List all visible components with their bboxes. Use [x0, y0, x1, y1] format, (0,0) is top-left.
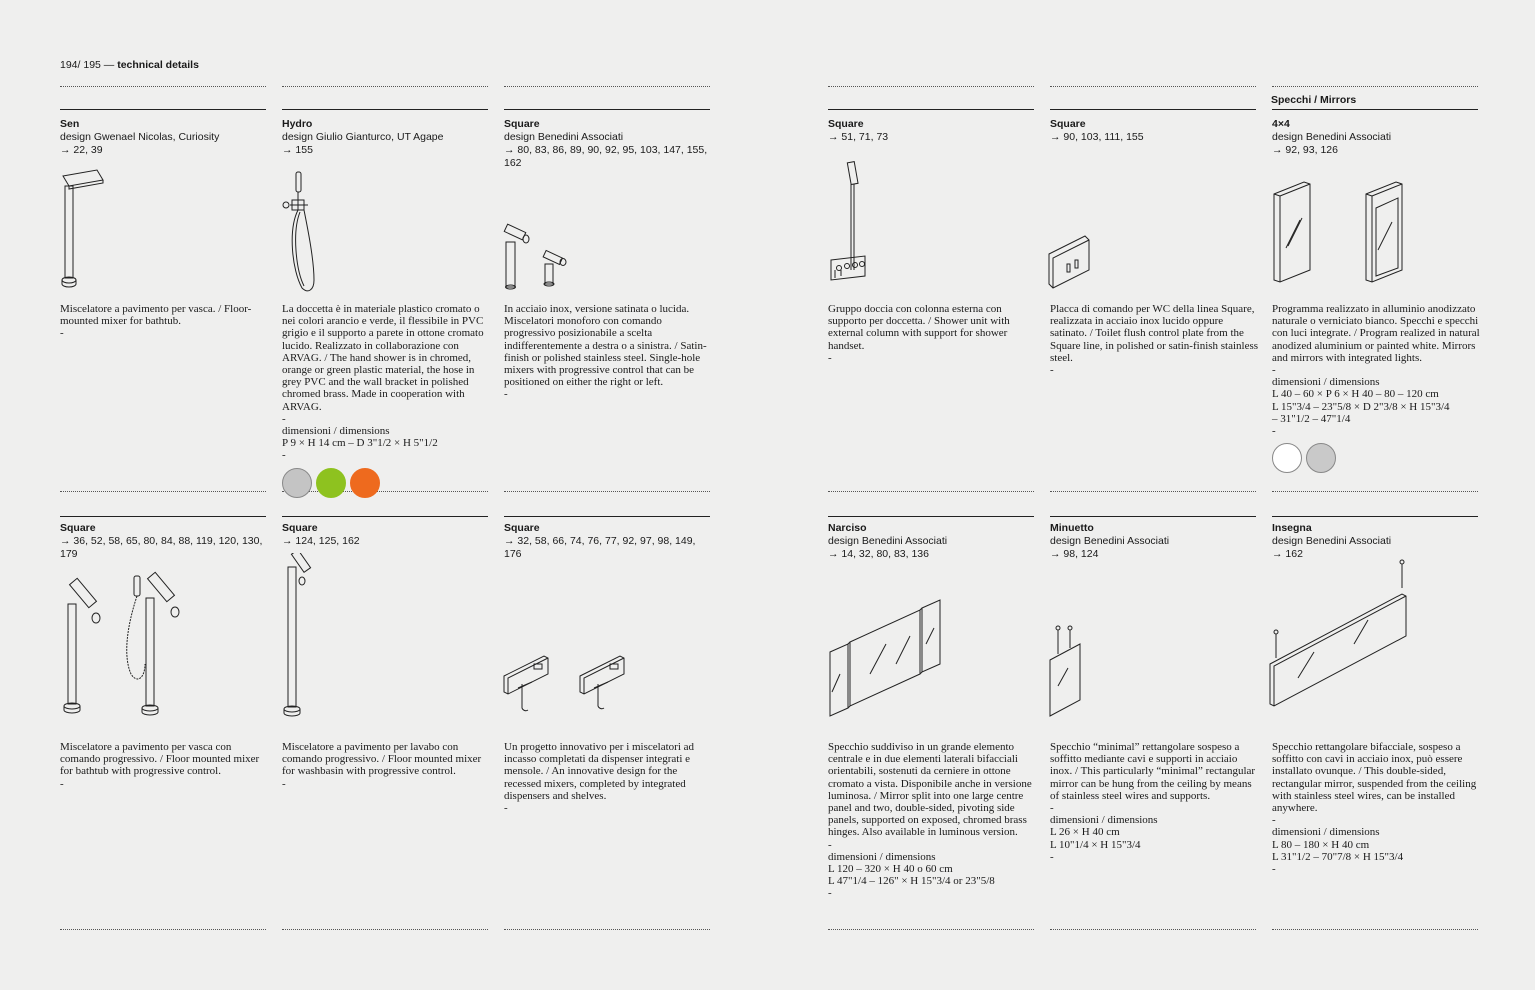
page-references: → 32, 58, 66, 74, 76, 77, 92, 97, 98, 149, 176: [504, 535, 696, 560]
separator-dash: -: [504, 388, 508, 401]
insegna-mirror-illustration: [1268, 558, 1418, 708]
product-title: Square: [504, 522, 540, 534]
dotted-divider: [60, 86, 266, 87]
column-rule: [828, 516, 1034, 517]
product-title: Narciso: [828, 522, 867, 534]
dimensions-label: dimensioni / dimensions: [1272, 826, 1380, 839]
product-title: Square: [1050, 118, 1086, 130]
dimensions-value: L 40 – 60 × P 6 × H 40 – 80 – 120 cm: [1272, 388, 1439, 401]
color-swatch: [1272, 443, 1302, 473]
separator-dash: -: [828, 351, 832, 364]
description-text: Specchio rettangolare bifacciale, sospeso a soffitto con cavi in acciaio inox, può essere installato ovunque. / This double-sided, rectangular mirror, suspended from the ceiling with stainless steel wires, can be installed anywhere.: [1272, 741, 1477, 815]
dotted-divider: [282, 86, 488, 87]
separator-dash: -: [282, 777, 286, 790]
description-text: Programma realizzato in alluminio anodizzato naturale o verniciato bianco. Specchi e specchi con luci integrate. / Program realized in natural anodized aluminium or painted white. Mirrors and mirrors with integrated lights.: [1272, 303, 1480, 364]
column-rule: [60, 109, 266, 110]
square-washbasin-floor-mixer-illustration: [282, 553, 322, 723]
description-text: Specchio “minimal” rettangolare sospeso a soffitto mediante cavi e supporti in acciaio inox. / This particularly “minimal” rectangular mirror can be hung from the ceiling by means of stainless steel wires and supports.: [1050, 741, 1256, 802]
dimensions-value: L 31"1/2 – 70"7/8 × H 15"3/4: [1272, 850, 1404, 863]
product-header: [828, 118, 1034, 144]
product-header: [60, 118, 266, 157]
dotted-divider: [504, 929, 710, 930]
dimensions-label: dimensioni / dimensions: [1050, 814, 1158, 827]
product-header: [1272, 118, 1478, 157]
dotted-divider: [504, 491, 710, 492]
description-text: La doccetta è in materiale plastico cromato o nei colori arancio e verde, il flessibile in PVC grigio e il supporto a parete in ottone cromato lucido. Realizzato in collaborazione con ARVAG. / The hand shower is in chromed, orange or green plastic material, the hose in grey PVC and the wall bracket in polished chromed brass. Made in cooperation with ARVAG.: [282, 303, 484, 413]
dotted-divider: [1272, 86, 1478, 87]
page-references: → 36, 52, 58, 65, 80, 84, 88, 119, 120, 130, 179: [60, 535, 263, 560]
separator-dash: -: [1050, 364, 1054, 377]
description-text: Un progetto innovativo per i miscelatori ad incasso completati da dispenser integrati e mensole. / An innovative design for the recessed mixers, completed by integrated dispensers and shelves.: [504, 741, 695, 802]
page-references: → 98, 124: [1050, 548, 1099, 560]
square-recessed-mixers-illustration: [500, 652, 640, 722]
color-swatches: [282, 468, 492, 501]
dimensions-value: L 80 – 180 × H 40 cm: [1272, 838, 1370, 851]
product-description: [1050, 741, 1260, 863]
product-description: [828, 303, 1038, 364]
dotted-divider: [828, 86, 1034, 87]
square-shower-column-illustration: [825, 160, 875, 295]
column-rule: [60, 516, 266, 517]
product-title: Sen: [60, 118, 80, 130]
column-rule: [282, 516, 488, 517]
product-header: [1050, 522, 1256, 561]
dotted-divider: [1050, 491, 1256, 492]
product-description: [60, 741, 270, 790]
product-designer: design Benedini Associati: [1050, 535, 1170, 547]
column-rule: [1050, 109, 1256, 110]
description-text: In acciaio inox, versione satinata o lucida. Miscelatori monoforo con comando progressivo posizionabile a scelta indifferentemente a destra o a sinistra. / Satin-finish or polished stainless steel. Single-hole mixers with progressive control that can be positioned on either the right or left.: [504, 303, 707, 389]
dimensions-value: – 31"1/2 – 47"1/4: [1272, 412, 1351, 425]
dotted-divider: [60, 929, 266, 930]
dotted-divider: [828, 929, 1034, 930]
product-title: Insegna: [1272, 522, 1312, 534]
column-rule: [1272, 109, 1478, 110]
product-header: [60, 522, 266, 561]
separator-dash: -: [828, 887, 832, 900]
product-title: Square: [60, 522, 96, 534]
product-description: [282, 741, 492, 790]
description-text: Miscelatore a pavimento per vasca. / Floor-mounted mixer for bathtub.: [60, 303, 252, 328]
page-references: → 92, 93, 126: [1272, 144, 1338, 156]
separator-dash: -: [504, 802, 508, 815]
column-rule: [1272, 516, 1478, 517]
column-rule: [282, 109, 488, 110]
square-bathtub-mixer-illustration: [58, 570, 198, 720]
column-rule: [504, 109, 710, 110]
dotted-divider: [504, 86, 710, 87]
square-basin-mixers-illustration: [500, 222, 580, 292]
page-references: → 51, 71, 73: [828, 131, 889, 143]
column-rule: [828, 109, 1034, 110]
dimensions-value: L 26 × H 40 cm: [1050, 826, 1120, 839]
product-description: [504, 303, 714, 401]
page-references: → 22, 39: [60, 144, 103, 156]
dotted-divider: [1272, 491, 1478, 492]
dimensions-value: P 9 × H 14 cm – D 3"1/2 × H 5"1/2: [282, 437, 438, 450]
product-designer: design Benedini Associati: [1272, 131, 1392, 143]
hydro-handshower-illustration: [280, 170, 330, 295]
dimensions-value: L 10"1/4 × H 15"3/4: [1050, 838, 1141, 851]
product-title: Square: [504, 118, 540, 130]
dotted-divider: [1050, 929, 1256, 930]
color-swatches: [1272, 443, 1482, 476]
product-designer: design Giulio Gianturco, UT Agape: [282, 131, 444, 143]
dotted-divider: [828, 491, 1034, 492]
dotted-divider: [1272, 929, 1478, 930]
section-title: technical details: [117, 59, 199, 71]
product-designer: design Benedini Associati: [1272, 535, 1392, 547]
dotted-divider: [1050, 86, 1256, 87]
product-header: [282, 118, 488, 157]
dimensions-label: dimensioni / dimensions: [828, 850, 936, 863]
separator-dash: -: [1272, 425, 1276, 438]
separator-dash: -: [1050, 802, 1054, 815]
page-numbers: 194/ 195 —: [60, 59, 115, 71]
description-text: Miscelatore a pavimento per vasca con comando progressivo. / Floor mounted mixer for bathtub with progressive control.: [60, 741, 260, 778]
color-swatch: [350, 468, 380, 498]
product-title: 4×4: [1272, 118, 1290, 130]
column-rule: [1050, 516, 1256, 517]
product-header: [1050, 118, 1256, 144]
page-header: [60, 59, 199, 71]
page-references: → 155: [282, 144, 313, 156]
separator-dash: -: [60, 777, 64, 790]
product-title: Hydro: [282, 118, 313, 130]
separator-dash: -: [1050, 850, 1054, 863]
separator-dash: -: [1272, 364, 1276, 377]
description-text: Specchio suddiviso in un grande elemento centrale e in due elementi laterali bifacciali orientabili, sostenuti da cerniere in ottone cromato a vista. Disponibile anche in versione luminosa. / Mirror split into one large centre panel and two, double-sided, pivoting side panels, supported on exposed, chromed brass hinges. Also available in luminous version.: [828, 741, 1032, 839]
page-references: → 124, 125, 162: [282, 535, 360, 547]
product-header: [504, 118, 710, 170]
square-flush-plate-illustration: [1045, 232, 1095, 292]
product-title: Minuetto: [1050, 522, 1094, 534]
page-references: → 14, 32, 80, 83, 136: [828, 548, 929, 560]
dimensions-value: L 47"1/4 – 126" × H 15"3/4 or 23"5/8: [828, 875, 995, 888]
color-swatch: [316, 468, 346, 498]
product-header: [282, 522, 488, 548]
product-description: [60, 303, 270, 340]
dotted-divider: [282, 929, 488, 930]
dimensions-value: L 120 – 320 × H 40 o 60 cm: [828, 863, 953, 876]
4x4-mirror-illustration: [1268, 178, 1418, 288]
separator-dash: -: [282, 412, 286, 425]
product-description: [828, 741, 1038, 900]
color-swatch: [282, 468, 312, 498]
description-text: Placca di comando per WC della linea Square, realizzata in acciaio inox lucido oppure satinato. / Toilet flush control plate from the Square line, in polished or satin-finish stainless steel.: [1050, 303, 1259, 364]
separator-dash: -: [828, 838, 832, 851]
product-header: [504, 522, 710, 561]
dimensions-label: dimensioni / dimensions: [282, 425, 390, 438]
page-references: → 162: [1272, 548, 1303, 560]
product-description: [282, 303, 492, 501]
product-designer: design Benedini Associati: [828, 535, 948, 547]
sen-mixer-illustration: [55, 168, 115, 293]
product-header: [1272, 522, 1478, 561]
product-description: [1272, 741, 1482, 875]
separator-dash: -: [60, 327, 64, 340]
description-text: Gruppo doccia con colonna esterna con supporto per doccetta. / Shower unit with external column with support for shower handset.: [828, 303, 1010, 352]
product-description: [1272, 303, 1482, 476]
product-designer: design Gwenael Nicolas, Curiosity: [60, 131, 220, 143]
separator-dash: -: [1272, 814, 1276, 827]
separator-dash: -: [282, 449, 286, 462]
page-references: → 90, 103, 111, 155: [1050, 131, 1144, 143]
mirrors-section-label: Specchi / Mirrors: [1271, 94, 1357, 106]
narciso-mirror-illustration: [826, 588, 946, 718]
page-references: → 80, 83, 86, 89, 90, 92, 95, 103, 147, 155, 162: [504, 144, 708, 169]
minuetto-mirror-illustration: [1046, 624, 1086, 719]
product-title: Square: [282, 522, 318, 534]
dimensions-value: L 15"3/4 – 23"5/8 × D 2"3/8 × H 15"3/4: [1272, 400, 1450, 413]
description-text: Miscelatore a pavimento per lavabo con comando progressivo. / Floor mounted mixer for washbasin with progressive control.: [282, 741, 482, 778]
product-header: [828, 522, 1034, 561]
column-rule: [504, 516, 710, 517]
product-description: [1050, 303, 1260, 376]
product-designer: design Benedini Associati: [504, 131, 624, 143]
dotted-divider: [60, 491, 266, 492]
product-description: [504, 741, 714, 814]
product-title: Square: [828, 118, 864, 130]
separator-dash: -: [1272, 863, 1276, 876]
dimensions-label: dimensioni / dimensions: [1272, 376, 1380, 389]
color-swatch: [1306, 443, 1336, 473]
